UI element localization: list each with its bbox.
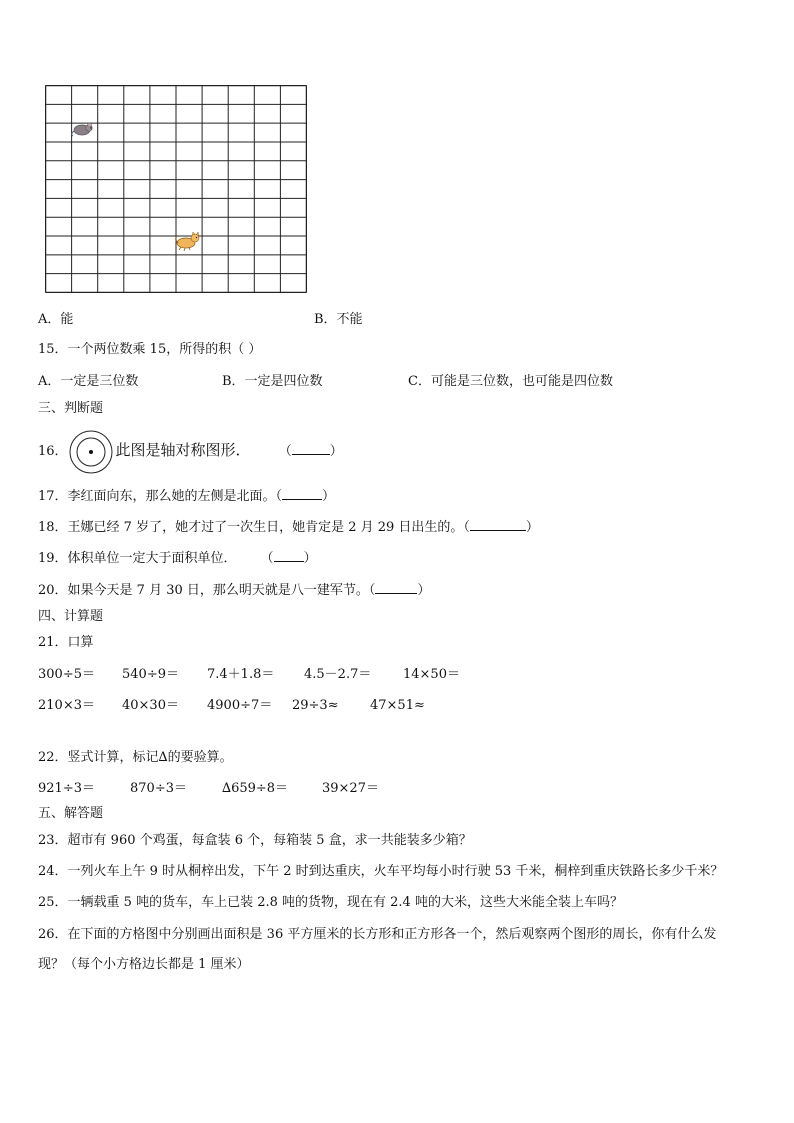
q22-item: 39×27＝ xyxy=(322,781,379,796)
q17-paren-close: ） xyxy=(322,489,336,504)
q16-text: 此图是轴对称图形． xyxy=(115,441,251,459)
q19 xyxy=(38,549,317,568)
q19-text: 19．体积单位一定大于面积单位． xyxy=(38,551,237,566)
q22-item: 921÷3＝ xyxy=(38,781,95,796)
grid-figure xyxy=(45,85,307,293)
section5-title: 五、解答题 xyxy=(38,806,104,821)
q15-option-c: C．可能是三位数，也可能是四位数 xyxy=(408,374,613,389)
q15-option-a: A．一定是三位数 xyxy=(38,374,139,389)
q17 xyxy=(38,487,335,506)
q16-number: 16． xyxy=(38,444,68,459)
cat-icon xyxy=(176,232,199,251)
q16-answer-blank[interactable] xyxy=(292,442,330,455)
q16-row xyxy=(38,427,343,475)
q21-item: 4.5－2.7＝ xyxy=(304,667,372,682)
q14-option-a: A．能 xyxy=(38,312,74,327)
section3-title: 三、判断题 xyxy=(38,401,104,416)
q21-title: 21．口算 xyxy=(38,635,94,650)
q19-answer-blank[interactable] xyxy=(274,549,304,562)
q22-item: ∆659÷8＝ xyxy=(222,781,289,796)
q21-item: 300÷5＝ xyxy=(38,667,95,682)
q22-item: 870÷3＝ xyxy=(130,781,187,796)
q15-stem: 15．一个两位数乘 15，所得的积（ ） xyxy=(38,342,262,357)
section4-title: 四、计算题 xyxy=(38,609,104,624)
q23-text: 23．超市有 960 个鸡蛋，每盒装 6 个，每箱装 5 盒，求一共能装多少箱？ xyxy=(38,833,472,848)
q21-item: 210×3＝ xyxy=(38,698,95,713)
q21-item: 540÷9＝ xyxy=(122,667,179,682)
q18-text: 18．王娜已经 7 岁了，她才过了一次生日，她肯定是 2 月 29 日出生的。（ xyxy=(38,520,470,535)
q21-item: 40×30＝ xyxy=(122,698,179,713)
q20-text: 20．如果今天是 7 月 30 日，那么明天就是八一建军节。（ xyxy=(38,583,376,598)
mouse-icon xyxy=(72,123,92,136)
q19-paren-close: ） xyxy=(303,551,317,566)
q21-item: 4900÷7＝ xyxy=(207,698,273,713)
q22-title: 22．竖式计算，标记∆的要验算。 xyxy=(38,750,233,765)
q20 xyxy=(38,581,430,600)
q17-answer-blank[interactable] xyxy=(282,487,322,500)
q16-paren-open: （ xyxy=(278,444,292,459)
q21-item: 14×50＝ xyxy=(403,667,460,682)
q19-paren-open: （ xyxy=(260,551,274,566)
square-grid xyxy=(45,85,307,293)
concentric-circles-icon xyxy=(68,429,114,475)
q20-answer-blank[interactable] xyxy=(375,581,417,594)
q21-item: 7.4＋1.8＝ xyxy=(207,667,275,682)
q24-text: 24．一列火车上午 9 时从桐梓出发，下午 2 时到达重庆，火车平均每小时行驶 53 千米，桐梓到重庆铁路长多少千米？ xyxy=(38,864,724,879)
q18 xyxy=(38,518,539,537)
q20-paren-close: ） xyxy=(417,583,431,598)
q17-text: 17．李红面向东，那么她的左侧是北面。（ xyxy=(38,489,283,504)
q25-text: 25．一辆载重 5 吨的货车，车上已装 2.8 吨的货物，现在有 2.4 吨的大米，这些大米能全装上车吗？ xyxy=(38,895,623,910)
q14-option-b: B．不能 xyxy=(314,312,363,327)
q26-line2: 现？（每个小方格边长都是 1 厘米） xyxy=(38,957,250,972)
q26-line1: 26．在下面的方格图中分别画出面积是 36 平方厘米的长方形和正方形各一个，然后观察两个图形的周长，你有什么发 xyxy=(38,927,717,942)
q18-answer-blank[interactable] xyxy=(470,518,526,531)
q21-item: 29÷3≈ xyxy=(292,698,339,713)
q21-item: 47×51≈ xyxy=(370,698,425,713)
q15-option-b: B．一定是四位数 xyxy=(222,374,323,389)
q18-paren-close: ） xyxy=(525,520,539,535)
q16-paren-close: ） xyxy=(329,444,343,459)
